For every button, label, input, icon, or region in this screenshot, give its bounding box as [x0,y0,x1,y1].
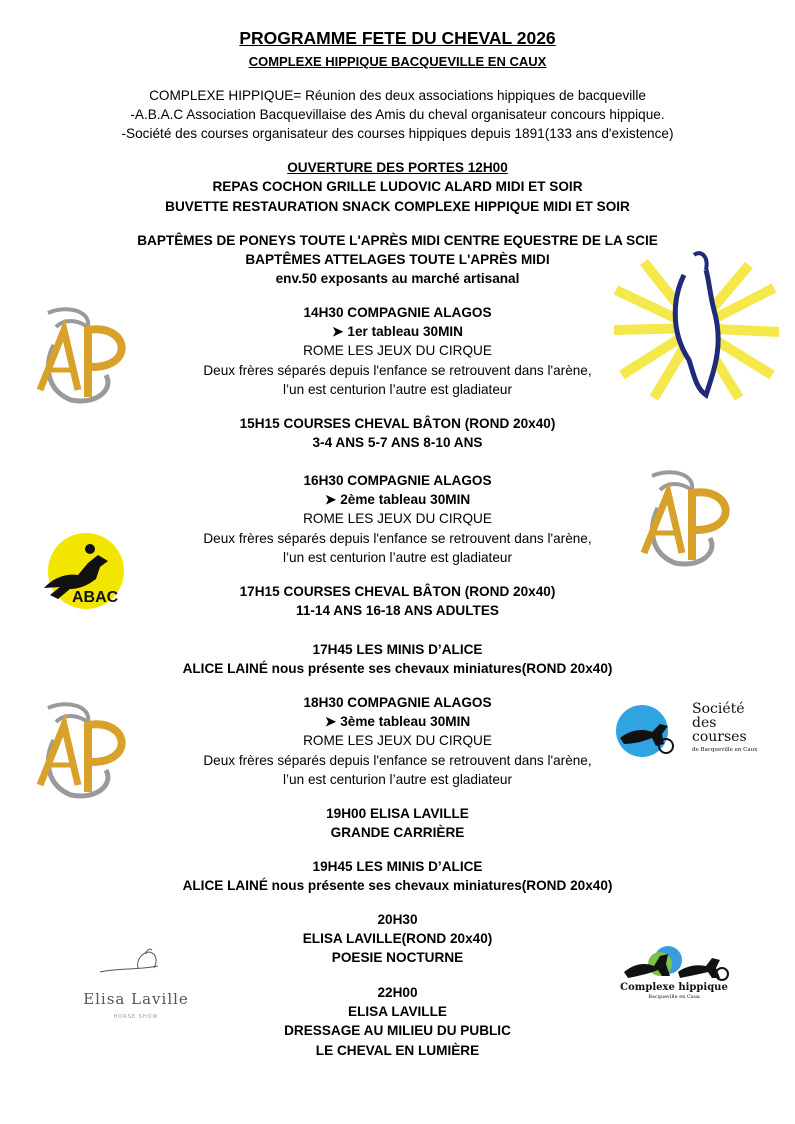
societe-logo-text-2: des [692,715,717,731]
event-8-detail: ALICE LAINÉ nous présente ses chevaux miniatures(ROND 20x40) [182,878,613,893]
intro-line-1: COMPLEXE HIPPIQUE= Réunion des deux associations hippiques de bacqueville [149,88,646,103]
elisa-logo-text: Elisa Laville [83,990,189,1008]
activity-carriage: BAPTÊMES ATTELAGES TOUTE L'APRÈS MIDI [245,252,550,267]
event-3-desc-1: Deux frères séparés depuis l'enfance se retrouvent dans l'arène, [203,531,592,546]
societe-des-courses-logo [612,702,762,762]
alagos-logo-1 [36,305,131,405]
event-10-detail-3: LE CHEVAL EN LUMIÈRE [315,1043,480,1058]
event-1-part: ➤ 1er tableau 30MIN [332,324,463,339]
event-5-detail: ALICE LAINÉ nous présente ses chevaux miniatures(ROND 20x40) [182,661,613,676]
opening-bar: BUVETTE RESTAURATION SNACK COMPLEXE HIPPIQUE MIDI ET SOIR [165,199,630,214]
complexe-logo-subtext: Bacqueville en Caux [648,994,700,1000]
event-2-detail: 3-4 ANS 5-7 ANS 8-10 ANS [312,435,483,450]
event-2-time: 15H15 COURSES CHEVAL BÂTON (ROND 20x40) [239,416,556,431]
page-subtitle: COMPLEXE HIPPIQUE BACQUEVILLE EN CAUX [248,54,547,69]
event-7-detail: GRANDE CARRIÈRE [330,825,465,840]
alagos-logo-3 [36,700,131,800]
event-1-time: 14H30 COMPAGNIE ALAGOS [303,305,492,320]
complexe-hippique-logo [614,942,734,1002]
event-6-desc-2: l’un est centurion l’autre est gladiateur [283,772,512,787]
societe-logo-text-3: courses [692,729,747,745]
event-9-detail: ELISA LAVILLE(ROND 20x40) [302,931,493,946]
event-6-part: ➤ 3ème tableau 30MIN [325,714,470,729]
elisa-laville-logo [76,948,196,1028]
event-8-time: 19H45 LES MINIS D’ALICE [312,859,483,874]
event-3-desc-2: l’un est centurion l’autre est gladiateur [283,550,512,565]
societe-logo-text-4: de Bacqueville en Caux [692,747,758,753]
abac-logo-text: ABAC [72,589,119,606]
event-1-desc-2: l’un est centurion l’autre est gladiateur [283,382,512,397]
event-4-detail: 11-14 ANS 16-18 ANS ADULTES [296,603,499,618]
event-4-time: 17H15 COURSES CHEVAL BÂTON (ROND 20x40) [239,584,556,599]
event-9-detail-2: POESIE NOCTURNE [331,950,464,965]
complexe-logo-text: Complexe hippique [620,982,728,993]
alagos-logo-2 [640,468,735,568]
event-10-time: 22H00 [377,985,418,1000]
event-3-time: 16H30 COMPAGNIE ALAGOS [303,473,492,488]
event-1-desc-1: Deux frères séparés depuis l'enfance se retrouvent dans l'arène, [203,363,592,378]
elisa-logo-subtext: HORSE SHOW [113,1014,159,1020]
intro-line-2: -A.B.A.C Association Bacquevillaise des Amis du cheval organisateur concours hippique. [130,107,665,122]
event-6-show: ROME LES JEUX DU CIRQUE [303,733,492,748]
event-10-detail: ELISA LAVILLE [348,1004,447,1019]
societe-logo-text-1: Société [692,701,745,717]
event-6-time: 18H30 COMPAGNIE ALAGOS [303,695,492,710]
opening-doors: OUVERTURE DES PORTES 12H00 [287,160,508,175]
event-9-time: 20H30 [377,912,418,927]
opening-meal: REPAS COCHON GRILLE LUDOVIC ALARD MIDI ET SOIR [212,179,583,194]
event-6-desc-1: Deux frères séparés depuis l'enfance se retrouvent dans l'arène, [203,753,592,768]
event-7-time: 19H00 ELISA LAVILLE [326,806,469,821]
event-1-show: ROME LES JEUX DU CIRQUE [303,343,492,358]
activity-market: env.50 exposants au marché artisanal [275,271,520,286]
event-3-show: ROME LES JEUX DU CIRQUE [303,511,492,526]
intro-line-3: -Société des courses organisateur des courses hippiques depuis 1891(133 ans d'existence) [121,126,674,141]
event-5-time: 17H45 LES MINIS D’ALICE [312,642,483,657]
sun-horse-logo [614,250,779,400]
event-3-part: ➤ 2ème tableau 30MIN [325,492,470,507]
event-10-detail-2: DRESSAGE AU MILIEU DU PUBLIC [284,1023,511,1038]
abac-logo [38,533,128,611]
activity-ponies: BAPTÊMES DE PONEYS TOUTE L'APRÈS MIDI CENTRE EQUESTRE DE LA SCIE [137,233,658,248]
page-title: PROGRAMME FETE DU CHEVAL 2026 [239,28,556,48]
